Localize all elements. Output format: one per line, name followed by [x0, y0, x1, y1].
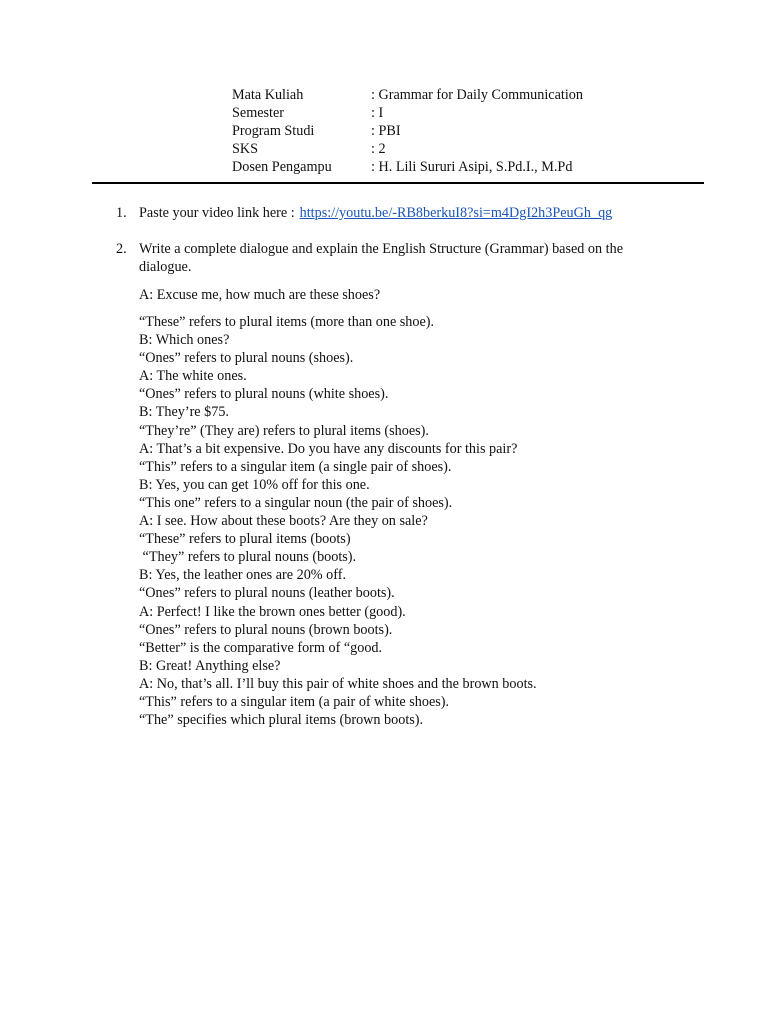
dialogue-line: B: They’re $75. — [139, 404, 229, 421]
dialogue-explanation — [139, 313, 537, 729]
question-2 — [116, 240, 676, 276]
header-value: : I — [371, 105, 384, 121]
question-text: Paste your video link here : — [139, 205, 295, 221]
dialogue-line: A: Excuse me, how much are these shoes? — [139, 287, 381, 303]
header-row-course — [232, 86, 583, 104]
dialogue-line: A: No, that’s all. I’ll buy this pair of white shoes and the brown boots. — [139, 675, 537, 692]
dialogue-line: “They” refers to plural nouns (boots). — [139, 549, 357, 566]
dialogue-line: “These” refers to plural items (more than one shoe). — [139, 314, 435, 330]
dialogue-line: B: Yes, you can get 10% off for this one. — [139, 476, 370, 493]
course-info-header — [232, 86, 583, 176]
dialogue-line: “Better” is the comparative form of “good. — [139, 639, 383, 656]
question-number: 1. — [116, 205, 127, 221]
video-link[interactable]: https://youtu.be/-RB8berkuI8?si=m4DgI2h3PeuGh_qg — [299, 205, 613, 221]
dialogue-line: “The” specifies which plural items (brown boots). — [139, 712, 424, 729]
dialogue-line: “Ones” refers to plural nouns (brown boots). — [139, 621, 393, 638]
header-label: Program Studi — [232, 123, 315, 139]
header-label: SKS — [232, 141, 259, 157]
dialogue-line: B: Yes, the leather ones are 20% off. — [139, 567, 346, 584]
dialogue-line: “They’re” (They are) refers to plural items (shoes). — [139, 422, 429, 439]
dialogue-line: “This” refers to a singular item (a pair of white shoes). — [139, 693, 450, 710]
question-text: Write a complete dialogue and explain the English Structure (Grammar) based on the dialogue. — [139, 241, 624, 275]
header-row-semester — [232, 104, 583, 122]
header-value: : H. Lili Sururi Asipi, S.Pd.I., M.Pd — [371, 159, 573, 175]
dialogue-line: B: Great! Anything else? — [139, 657, 281, 674]
question-number: 2. — [116, 241, 127, 257]
header-label: Dosen Pengampu — [232, 159, 332, 175]
dialogue-line: “This one” refers to a singular noun (the pair of shoes). — [139, 494, 453, 511]
header-row-sks — [232, 140, 583, 158]
header-value: : Grammar for Daily Communication — [371, 87, 583, 103]
dialogue-line: “This” refers to a singular item (a single pair of shoes). — [139, 458, 452, 475]
question-1 — [116, 204, 612, 223]
header-row-program — [232, 122, 583, 140]
header-divider — [92, 182, 704, 184]
dialogue-line: A: I see. How about these boots? Are they on sale? — [139, 513, 428, 530]
dialogue-line: “These” refers to plural items (boots) — [139, 531, 351, 548]
header-label: Mata Kuliah — [232, 87, 304, 103]
dialogue-line: “Ones” refers to plural nouns (white shoes). — [139, 386, 389, 403]
dialogue-line: B: Which ones? — [139, 332, 230, 349]
dialogue-line: “Ones” refers to plural nouns (leather boots). — [139, 585, 395, 602]
header-label: Semester — [232, 105, 285, 121]
dialogue-line: A: That’s a bit expensive. Do you have any discounts for this pair? — [139, 440, 518, 457]
header-value: : PBI — [371, 123, 401, 139]
header-row-lecturer — [232, 158, 583, 176]
header-value: : 2 — [371, 141, 386, 157]
dialogue-line: “Ones” refers to plural nouns (shoes). — [139, 350, 354, 367]
dialogue-line: A: The white ones. — [139, 368, 247, 385]
dialogue-line: A: Perfect! I like the brown ones better (good). — [139, 603, 406, 620]
